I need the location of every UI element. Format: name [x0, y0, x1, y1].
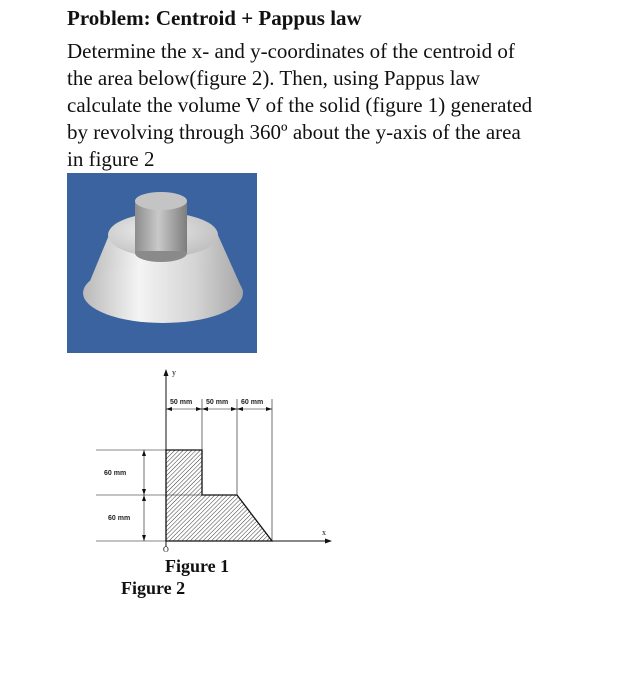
problem-statement — [67, 38, 587, 173]
x-axis-label: x — [322, 528, 326, 537]
dim-arrow — [142, 489, 146, 495]
dim-label-top-2: 50 mm — [206, 399, 229, 406]
dim-arrow — [142, 495, 146, 501]
dim-arrow — [166, 407, 172, 411]
dim-arrow — [266, 407, 272, 411]
statement-line: Determine the x- and y-coordinates of the centroid of — [67, 39, 515, 63]
problem-title: Problem: Centroid + Pappus law — [67, 6, 362, 30]
figure-1-caption: Figure 1 — [165, 556, 230, 576]
dim-label-top-3: 60 mm — [241, 399, 264, 406]
origin-label: O — [163, 545, 169, 554]
hatched-area — [166, 450, 272, 541]
dim-arrow — [196, 407, 202, 411]
dim-arrow — [237, 407, 243, 411]
statement-line: calculate the volume V of the solid (figure 1) generated — [67, 93, 533, 117]
dim-arrow — [142, 535, 146, 541]
statement-line: by revolving through 360º about the y-axis of the area — [67, 120, 521, 144]
y-axis-label: y — [172, 368, 176, 377]
x-axis-arrow — [325, 539, 332, 544]
dim-label-left-1: 60 mm — [104, 470, 127, 477]
cross-section-diagram — [90, 365, 360, 565]
dim-label-top-1: 50 mm — [170, 399, 193, 406]
cylinder-top — [135, 192, 187, 210]
solid-render-image — [67, 173, 257, 353]
dim-arrow — [231, 407, 237, 411]
figure-2-caption: Figure 2 — [121, 578, 186, 598]
statement-line: in figure 2 — [67, 147, 155, 171]
statement-line: the area below(figure 2). Then, using Pappus law — [67, 66, 481, 90]
y-axis-arrow — [164, 369, 169, 376]
dim-arrow — [142, 450, 146, 456]
dim-arrow — [202, 407, 208, 411]
cone-bottom-edge — [83, 263, 243, 323]
dim-label-left-2: 60 mm — [108, 515, 131, 522]
